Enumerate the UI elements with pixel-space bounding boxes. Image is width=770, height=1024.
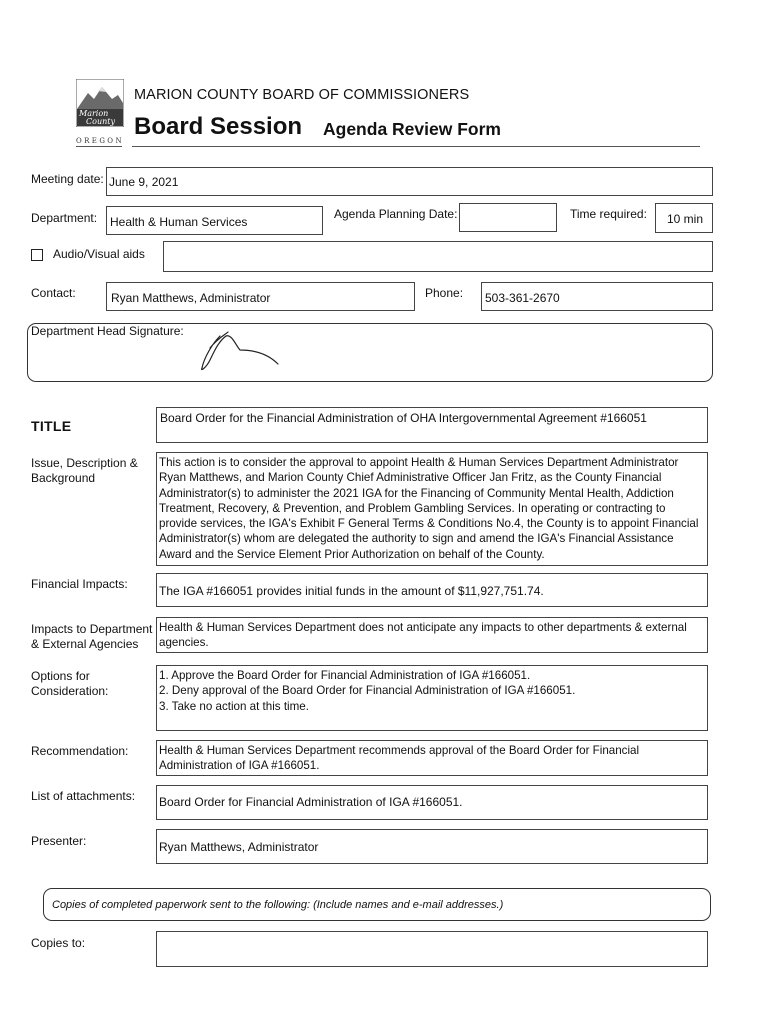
phone-label: Phone:: [425, 286, 464, 300]
contact-value: Ryan Matthews, Administrator: [111, 291, 271, 305]
organization-name: MARION COUNTY BOARD OF COMMISSIONERS: [134, 87, 470, 103]
meeting-date-label: Meeting date:: [31, 172, 104, 186]
audio-visual-checkbox[interactable]: [31, 249, 43, 261]
logo-state-text: OREGON: [76, 137, 124, 145]
recommendation-line: Administration of IGA #166051.: [159, 759, 320, 773]
option-item: 1. Approve the Board Order for Financial Administration of IGA #166051.: [159, 669, 531, 682]
attachments-label: List of attachments:: [31, 789, 136, 803]
attachments-value: Board Order for Financial Administration of IGA #166051.: [159, 795, 463, 809]
issue-line: Administrator(s) to administer the 2021 IGA for the Financing of Community Mental Health, Addiction: [159, 486, 674, 500]
contact-label: Contact:: [31, 286, 76, 300]
recommendation-line: Health & Human Services Department recommends approval of the Board Order for Financial: [159, 744, 640, 757]
impacts-label-line1: Impacts to Department: [31, 622, 153, 636]
issue-line: Administrator(s) whom are delegated the authority to sign and amend the IGA's Financial Assistance: [159, 532, 674, 546]
logo-text-county: County: [86, 117, 115, 126]
issue-text: [159, 455, 698, 562]
impacts-field[interactable]: [156, 617, 708, 653]
header-divider-left: [76, 146, 122, 147]
time-required-label: Time required:: [570, 207, 647, 221]
department-label: Department:: [31, 211, 98, 225]
title-label: TITLE: [31, 418, 72, 434]
issue-label-line2: Background: [31, 471, 96, 485]
recommendation-label: Recommendation:: [31, 744, 129, 758]
financial-impacts-value: The IGA #166051 provides initial funds in the amount of $11,927,751.74.: [159, 584, 544, 598]
recommendation-text: [159, 743, 639, 774]
agenda-planning-date-field[interactable]: [459, 203, 557, 232]
impacts-label-line2: & External Agencies: [31, 637, 139, 651]
option-item: 3. Take no action at this time.: [159, 699, 309, 713]
issue-line: Ryan Matthews, and Marion County Chief Administrative Officer Jan Fritz, as the County Financial: [159, 471, 662, 485]
impacts-line: Health & Human Services Department does not anticipate any impacts to other departments & external: [159, 621, 687, 634]
page-subtitle: Agenda Review Form: [323, 119, 501, 139]
copies-note-box: [43, 888, 711, 921]
presenter-value: Ryan Matthews, Administrator: [159, 840, 319, 854]
logo-text-marion: Marion: [79, 109, 109, 118]
impacts-line: agencies.: [159, 636, 209, 650]
copies-note: Copies of completed paperwork sent to the following: (Include names and e-mail addresses.): [52, 899, 504, 911]
attachments-field[interactable]: [156, 785, 708, 820]
page-title: Board Session: [134, 113, 303, 140]
contact-field[interactable]: [106, 282, 415, 311]
issue-line: This action is to consider the approval to appoint Health & Human Services Department Administrator: [159, 456, 679, 469]
financial-impacts-label: Financial Impacts:: [31, 577, 128, 591]
recommendation-field[interactable]: [156, 740, 708, 776]
copies-to-label: Copies to:: [31, 936, 86, 950]
options-label-line1: Options for: [31, 669, 90, 683]
phone-value: 503-361-2670: [485, 291, 560, 305]
options-field[interactable]: [156, 665, 708, 731]
issue-label-line1: Issue, Description &: [31, 456, 138, 470]
presenter-label: Presenter:: [31, 834, 87, 848]
signature-label: Department Head Signature:: [31, 324, 184, 338]
department-value: Health & Human Services: [110, 215, 248, 229]
header-divider: [132, 146, 700, 147]
issue-line: Award and the Service Element Prior Authorization on behalf of the County.: [159, 547, 545, 561]
issue-field[interactable]: [156, 452, 708, 566]
title-value: Board Order for the Financial Administration of OHA Intergovernmental Agreement #166051: [160, 411, 647, 425]
phone-field[interactable]: [481, 282, 713, 311]
time-required-field[interactable]: [655, 203, 713, 233]
meeting-date-field[interactable]: [106, 167, 713, 196]
signature-drawing: [196, 328, 282, 372]
department-field[interactable]: [106, 206, 323, 235]
financial-impacts-field[interactable]: [156, 573, 708, 607]
impacts-text: [159, 620, 687, 651]
options-text: [159, 668, 575, 714]
copies-to-field[interactable]: [156, 931, 708, 967]
audio-visual-label: Audio/Visual aids: [53, 247, 145, 261]
title-field[interactable]: [156, 407, 708, 443]
presenter-field[interactable]: [156, 829, 708, 864]
time-required-value: 10 min: [667, 212, 704, 226]
option-item: 2. Deny approval of the Board Order for Financial Administration of IGA #166051.: [159, 684, 576, 698]
agenda-planning-date-label: Agenda Planning Date:: [334, 207, 458, 221]
issue-line: provide services, the IGA's Exhibit F General Terms & Conditions No.4, the County is to appoint Financial: [159, 517, 699, 531]
meeting-date-value: June 9, 2021: [109, 175, 179, 189]
options-label-line2: Consideration:: [31, 684, 109, 698]
audio-visual-field[interactable]: [163, 241, 713, 272]
issue-line: Treatment, Recovery, & Prevention, and Problem Gambling Services. In operating or contracting to: [159, 501, 666, 515]
